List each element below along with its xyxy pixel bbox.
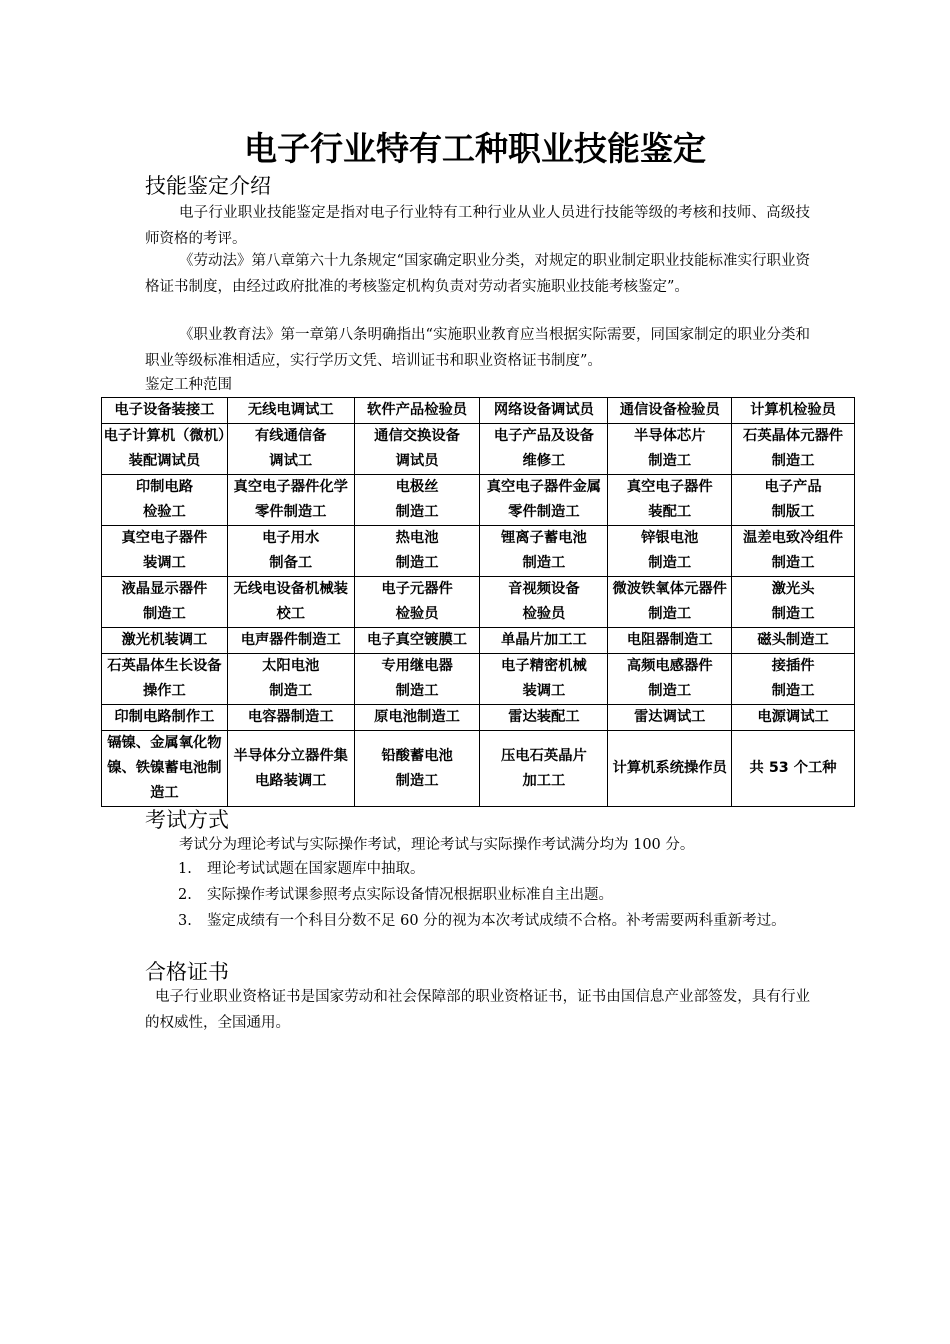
table-cell: 电子精密机械 装调工 (480, 654, 608, 705)
table-cell: 印制电路 检验工 (102, 475, 228, 526)
exam-intro: 考试分为理论考试与实际操作考试，理论考试与实际操作考试满分均为 100 分。 (179, 837, 695, 853)
table-row (102, 398, 855, 424)
table-cell: 微波铁氧体元器件制造工 (608, 577, 732, 628)
table-cell: 高频电感器件 制造工 (608, 654, 732, 705)
table-cell: 音视频设备 检验员 (480, 577, 608, 628)
table-cell: 无线电设备机械装校工 (227, 577, 354, 628)
certificate-heading: 合格证书 (145, 960, 229, 984)
labor-law-paragraph: 《劳动法》第八章第六十九条规定“国家确定职业分类，对规定的职业制定职业技能标准实行职业资格证书制度，由经过政府批准的考核鉴定机构负责对劳动者实施职业技能考核鉴定”。 (145, 253, 810, 295)
table-cell: 石英晶体生长设备操作工 (102, 654, 228, 705)
scope-label: 鉴定工种范围 (145, 377, 232, 393)
table-cell: 通信设备检验员 (608, 398, 732, 424)
table-cell: 真空电子器件金属零件制造工 (480, 475, 608, 526)
table-cell: 太阳电池 制造工 (227, 654, 354, 705)
intro-paragraph: 电子行业职业技能鉴定是指对电子行业特有工种行业从业人员进行技能等级的考核和技师、高级技师资格的考评。 (145, 205, 810, 247)
table-cell: 电子计算机（微机）装配调试员 (102, 424, 228, 475)
table-cell: 热电池 制造工 (354, 526, 480, 577)
certificate-paragraph: 电子行业职业资格证书是国家劳动和社会保障部的职业资格证书，证书由国信息产业部签发，具有行业的权威性，全国通用。 (145, 989, 810, 1031)
exam-rule-number: 1. (178, 861, 192, 877)
table-cell: 电子设备装接工 (102, 398, 228, 424)
table-cell: 激光头 制造工 (732, 577, 855, 628)
document-title: 电子行业特有工种职业技能鉴定 (244, 129, 706, 168)
table-cell: 电阻器制造工 (608, 628, 732, 654)
table-cell: 印制电路制作工 (102, 705, 228, 731)
table-cell: 单晶片加工工 (480, 628, 608, 654)
exam-rule-item (145, 856, 810, 882)
table-cell: 磁头制造工 (732, 628, 855, 654)
table-cell: 电子产品 制版工 (732, 475, 855, 526)
table-row (102, 628, 855, 654)
table-cell: 石英晶体元器件 制造工 (732, 424, 855, 475)
exam-rule-number: 3. (178, 913, 192, 929)
table-cell: 原电池制造工 (354, 705, 480, 731)
table-cell: 计算机检验员 (732, 398, 855, 424)
table-row (102, 654, 855, 705)
table-cell: 真空电子器件 装调工 (102, 526, 228, 577)
table-cell: 共 53 个工种 (732, 731, 855, 807)
exam-rule-text: 实际操作考试课参照考点实际设备情况根据职业标准自主出题。 (207, 887, 613, 903)
exam-rule-item (145, 908, 810, 934)
intro-heading: 技能鉴定介绍 (145, 174, 271, 198)
table-cell: 雷达调试工 (608, 705, 732, 731)
table-cell: 温差电致冷组件 制造工 (732, 526, 855, 577)
exam-heading: 考试方式 (145, 808, 229, 832)
table-cell: 铅酸蓄电池 制造工 (354, 731, 480, 807)
table-row (102, 731, 855, 807)
table-cell: 通信交换设备 调试员 (354, 424, 480, 475)
table-row (102, 526, 855, 577)
table-cell: 雷达装配工 (480, 705, 608, 731)
table-cell: 有线通信备 调试工 (227, 424, 354, 475)
table-cell: 专用继电器 制造工 (354, 654, 480, 705)
exam-rule-text: 鉴定成绩有一个科目分数不足 60 分的视为本次考试成绩不合格。补考需要两科重新考过。 (207, 913, 786, 929)
table-cell: 电容器制造工 (227, 705, 354, 731)
table-cell: 无线电调试工 (227, 398, 354, 424)
table-cell: 接插件 制造工 (732, 654, 855, 705)
exam-rule-text: 理论考试试题在国家题库中抽取。 (207, 861, 425, 877)
table-cell: 电子真空镀膜工 (354, 628, 480, 654)
table-cell: 锂离子蓄电池 制造工 (480, 526, 608, 577)
exam-rule-item (145, 882, 810, 908)
exam-rules-list (145, 856, 810, 934)
table-cell: 激光机装调工 (102, 628, 228, 654)
exam-rule-number: 2. (178, 887, 192, 903)
table-cell: 电子用水 制备工 (227, 526, 354, 577)
table-cell: 计算机系统操作员 (608, 731, 732, 807)
table-cell: 真空电子器件 装配工 (608, 475, 732, 526)
table-row (102, 424, 855, 475)
table-cell: 液晶显示器件 制造工 (102, 577, 228, 628)
education-law-paragraph: 《职业教育法》第一章第八条明确指出“实施职业教育应当根据实际需要，同国家制定的职业分类和职业等级标准相适应，实行学历文凭、培训证书和职业资格证书制度”。 (145, 327, 810, 369)
table-cell: 锌银电池 制造工 (608, 526, 732, 577)
table-cell: 电声器件制造工 (227, 628, 354, 654)
table-cell: 电源调试工 (732, 705, 855, 731)
table-cell: 半导体芯片 制造工 (608, 424, 732, 475)
table-cell: 电子元器件 检验员 (354, 577, 480, 628)
job-scope-table-body (102, 398, 855, 807)
table-cell: 电子产品及设备 维修工 (480, 424, 608, 475)
table-cell: 网络设备调试员 (480, 398, 608, 424)
table-row (102, 705, 855, 731)
job-scope-table (101, 397, 855, 807)
table-cell: 镉镍、金属氧化物镍、铁镍蓄电池制造工 (102, 731, 228, 807)
table-row (102, 577, 855, 628)
table-cell: 电极丝 制造工 (354, 475, 480, 526)
table-cell: 压电石英晶片 加工工 (480, 731, 608, 807)
table-cell: 半导体分立器件集电路装调工 (227, 731, 354, 807)
table-row (102, 475, 855, 526)
table-cell: 软件产品检验员 (354, 398, 480, 424)
table-cell: 真空电子器件化学零件制造工 (227, 475, 354, 526)
